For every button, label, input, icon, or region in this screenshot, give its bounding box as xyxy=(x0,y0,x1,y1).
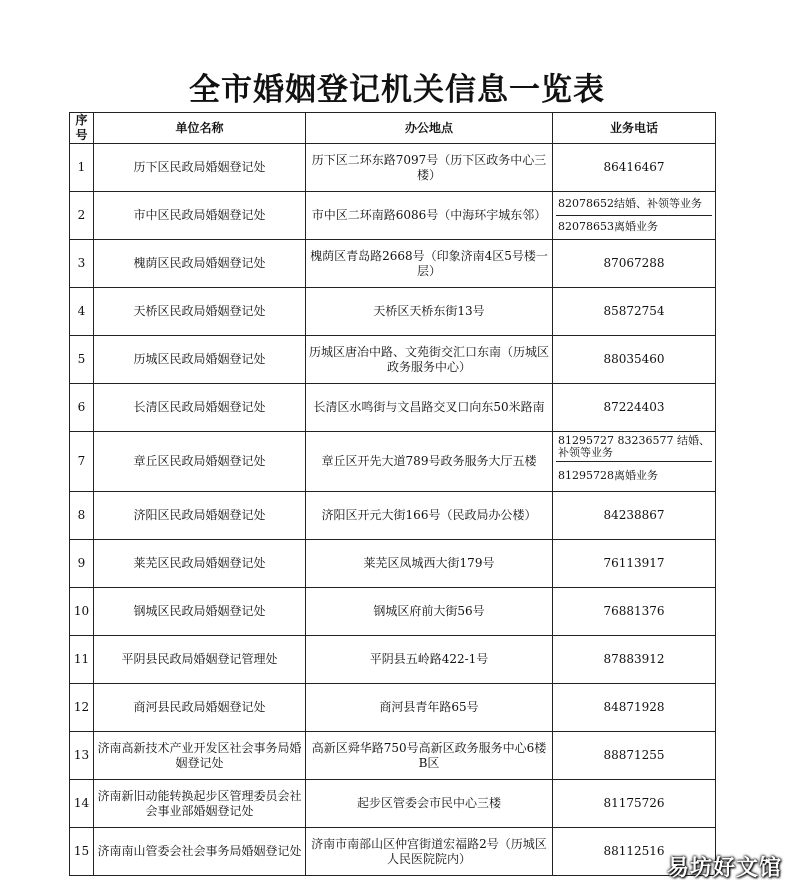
row-phone-divorce: 82078653离婚业务 xyxy=(558,220,658,234)
row-unit: 济南高新技术产业开发区社会事务局婚姻登记处 xyxy=(94,732,306,780)
row-address: 章丘区开先大道789号政务服务大厅五楼 xyxy=(306,432,553,492)
row-address: 长清区水鸣街与文昌路交叉口向东50米路南 xyxy=(306,384,553,432)
row-seq: 1 xyxy=(70,144,94,192)
row-phone: 87067288 xyxy=(553,240,716,288)
header-address: 办公地点 xyxy=(306,113,553,144)
table-row xyxy=(70,144,716,192)
row-unit: 历城区民政局婚姻登记处 xyxy=(94,336,306,384)
row-address: 天桥区天桥东街13号 xyxy=(306,288,553,336)
row-unit: 济阳区民政局婚姻登记处 xyxy=(94,492,306,540)
row-address: 济阳区开元大街166号（民政局办公楼） xyxy=(306,492,553,540)
watermark: 易坊好文馆 xyxy=(666,856,782,881)
row-phone: 88871255 xyxy=(553,732,716,780)
row-unit: 济南南山管委会社会事务局婚姻登记处 xyxy=(94,828,306,876)
row-address: 历城区唐冶中路、文苑街交汇口东南（历城区政务服务中心） xyxy=(306,336,553,384)
table-row xyxy=(70,432,716,492)
row-address: 历下区二环东路7097号（历下区政务中心三楼） xyxy=(306,144,553,192)
row-phone: 76113917 xyxy=(553,540,716,588)
row-phone-marriage: 81295727 83236577 结婚、补领等业务 xyxy=(556,433,712,463)
header-phone: 业务电话 xyxy=(553,113,716,144)
row-address: 起步区管委会市民中心三楼 xyxy=(306,780,553,828)
table-row xyxy=(70,588,716,636)
row-unit: 市中区民政局婚姻登记处 xyxy=(94,192,306,240)
row-phone: 87883912 xyxy=(553,636,716,684)
table-row xyxy=(70,192,716,240)
row-address: 平阴县五岭路422-1号 xyxy=(306,636,553,684)
row-unit: 槐荫区民政局婚姻登记处 xyxy=(94,240,306,288)
row-seq: 4 xyxy=(70,288,94,336)
row-unit: 商河县民政局婚姻登记处 xyxy=(94,684,306,732)
row-address: 钢城区府前大街56号 xyxy=(306,588,553,636)
header-seq: 序号 xyxy=(70,113,94,144)
row-seq: 6 xyxy=(70,384,94,432)
row-seq: 11 xyxy=(70,636,94,684)
row-phone: 86416467 xyxy=(553,144,716,192)
row-phone-marriage: 82078652结婚、补领等业务 xyxy=(556,193,712,217)
row-seq: 2 xyxy=(70,192,94,240)
page-title: 全市婚姻登记机关信息一览表 xyxy=(189,72,605,108)
row-unit: 济南新旧动能转换起步区管理委员会社会事业部婚姻登记处 xyxy=(94,780,306,828)
row-seq: 14 xyxy=(70,780,94,828)
row-seq: 10 xyxy=(70,588,94,636)
row-unit: 钢城区民政局婚姻登记处 xyxy=(94,588,306,636)
table-row xyxy=(70,636,716,684)
row-address: 市中区二环南路6086号（中海环宇城东邻） xyxy=(306,192,553,240)
row-seq: 13 xyxy=(70,732,94,780)
row-unit: 平阴县民政局婚姻登记管理处 xyxy=(94,636,306,684)
row-unit: 莱芜区民政局婚姻登记处 xyxy=(94,540,306,588)
row-phone: 76881376 xyxy=(553,588,716,636)
row-phone: 84871928 xyxy=(553,684,716,732)
table-row xyxy=(70,684,716,732)
row-phone: 87224403 xyxy=(553,384,716,432)
row-address: 莱芜区凤城西大街179号 xyxy=(306,540,553,588)
table-row xyxy=(70,492,716,540)
row-address: 槐荫区青岛路2668号（印象济南4区5号楼一层） xyxy=(306,240,553,288)
row-phone: 88035460 xyxy=(553,336,716,384)
row-seq: 15 xyxy=(70,828,94,876)
table-row xyxy=(70,540,716,588)
row-phone-divorce: 81295728离婚业务 xyxy=(558,469,658,483)
row-phone: 85872754 xyxy=(553,288,716,336)
table-row xyxy=(70,828,716,876)
table-row xyxy=(70,384,716,432)
row-unit: 长清区民政局婚姻登记处 xyxy=(94,384,306,432)
row-phone xyxy=(553,432,716,492)
row-unit: 章丘区民政局婚姻登记处 xyxy=(94,432,306,492)
row-phone: 84238867 xyxy=(553,492,716,540)
row-address: 商河县青年路65号 xyxy=(306,684,553,732)
table-row xyxy=(70,240,716,288)
registry-table xyxy=(69,112,716,876)
row-phone: 88112516 xyxy=(553,828,716,876)
row-seq: 3 xyxy=(70,240,94,288)
row-address: 高新区舜华路750号高新区政务服务中心6楼B区 xyxy=(306,732,553,780)
row-unit: 历下区民政局婚姻登记处 xyxy=(94,144,306,192)
row-seq: 5 xyxy=(70,336,94,384)
row-seq: 9 xyxy=(70,540,94,588)
row-phone: 81175726 xyxy=(553,780,716,828)
row-seq: 7 xyxy=(70,432,94,492)
row-phone xyxy=(553,192,716,240)
table-row xyxy=(70,732,716,780)
row-seq: 12 xyxy=(70,684,94,732)
table-header-row xyxy=(70,113,716,144)
table-row xyxy=(70,780,716,828)
row-address: 济南市南部山区仲宫街道宏福路2号（历城区人民医院院内） xyxy=(306,828,553,876)
row-seq: 8 xyxy=(70,492,94,540)
header-unit: 单位名称 xyxy=(94,113,306,144)
table-row xyxy=(70,336,716,384)
table-row xyxy=(70,288,716,336)
row-unit: 天桥区民政局婚姻登记处 xyxy=(94,288,306,336)
